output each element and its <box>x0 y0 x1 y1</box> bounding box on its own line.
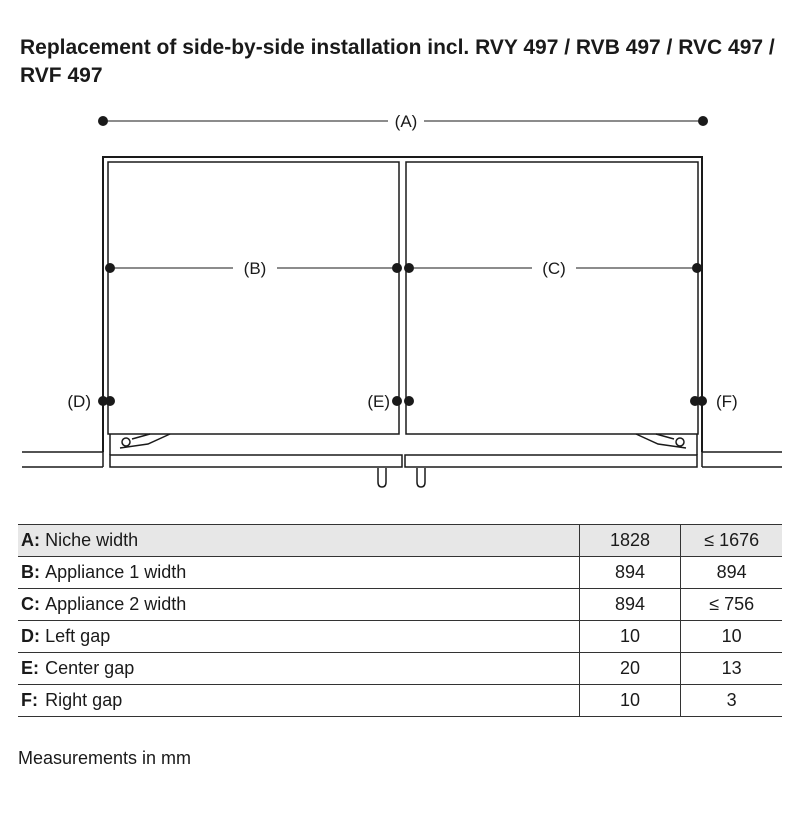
page-title: Replacement of side-by-side installation incl. RVY 497 / RVB 497 / RVC 497 / RVF 497 <box>20 36 775 87</box>
row-value-1: 10 <box>579 685 681 717</box>
row-name: Appliance 2 width <box>43 589 579 621</box>
row-name: Niche width <box>43 525 579 557</box>
label-a: (A) <box>394 112 418 131</box>
appliance-1 <box>108 162 399 434</box>
row-name: Center gap <box>43 653 579 685</box>
table-row <box>18 653 782 685</box>
row-key: A: <box>18 525 43 557</box>
hinge-left <box>120 434 170 448</box>
row-value-2: ≤ 1676 <box>681 525 782 557</box>
row-value-1: 894 <box>579 557 681 589</box>
row-value-1: 894 <box>579 589 681 621</box>
row-value-1: 1828 <box>579 525 681 557</box>
row-name: Left gap <box>43 621 579 653</box>
dim-dot <box>105 396 115 406</box>
dim-dot <box>404 263 414 273</box>
niche-outline <box>103 157 702 452</box>
appliance-1-base <box>110 455 402 467</box>
row-name: Appliance 1 width <box>43 557 579 589</box>
appliance-2-base <box>405 455 697 467</box>
hinge-right <box>636 434 686 448</box>
row-value-2: ≤ 756 <box>681 589 782 621</box>
dim-dot <box>392 263 402 273</box>
label-c: (C) <box>542 259 566 278</box>
installation-diagram <box>0 100 800 500</box>
appliance-2 <box>406 162 698 434</box>
label-e: (E) <box>367 392 390 411</box>
table-row <box>18 589 782 621</box>
dim-dot <box>698 116 708 126</box>
row-key: F: <box>18 685 43 717</box>
floor-left <box>22 452 103 467</box>
table-row <box>18 525 782 557</box>
row-key: E: <box>18 653 43 685</box>
measurement-note: Measurements in mm <box>18 748 192 768</box>
row-key: D: <box>18 621 43 653</box>
dim-dot <box>98 116 108 126</box>
label-f: (F) <box>716 392 738 411</box>
row-value-1: 10 <box>579 621 681 653</box>
floor-right <box>702 452 782 467</box>
row-value-2: 13 <box>681 653 782 685</box>
row-value-2: 3 <box>681 685 782 717</box>
dim-dot <box>105 263 115 273</box>
label-b: (B) <box>243 259 267 278</box>
dim-dot <box>404 396 414 406</box>
handle-right <box>417 468 425 487</box>
table-row <box>18 557 782 589</box>
dim-dot <box>697 396 707 406</box>
row-key: C: <box>18 589 43 621</box>
dim-dot <box>392 396 402 406</box>
row-key: B: <box>18 557 43 589</box>
row-value-1: 20 <box>579 653 681 685</box>
dimensions-table <box>18 524 782 717</box>
row-value-2: 894 <box>681 557 782 589</box>
table-row <box>18 685 782 717</box>
handle-left <box>378 468 386 487</box>
row-name: Right gap <box>43 685 579 717</box>
dim-dot <box>692 263 702 273</box>
label-d: (D) <box>67 392 91 411</box>
table-row <box>18 621 782 653</box>
row-value-2: 10 <box>681 621 782 653</box>
